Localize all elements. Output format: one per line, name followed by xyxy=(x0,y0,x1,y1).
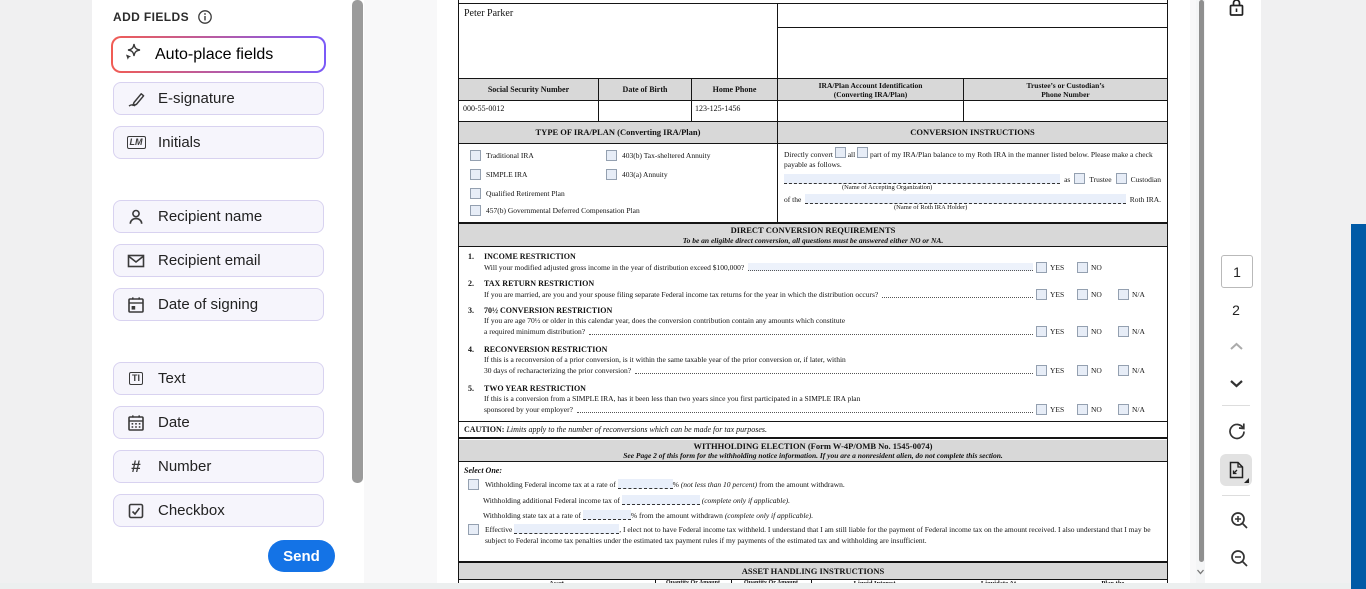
withholding-band: WITHHOLDING ELECTION (Form W-4P/OMB No. 1545-0074) See Page 2 of this form for the withholding notice information. If you are a nonresident alien, do not complete this section. xyxy=(459,440,1167,461)
calendar-signing-icon xyxy=(126,295,146,315)
initials-label: Initials xyxy=(158,134,201,151)
info-icon[interactable] xyxy=(197,9,213,25)
convert-all-checkbox[interactable] xyxy=(835,147,846,158)
q4-yes-checkbox[interactable] xyxy=(1036,365,1047,376)
bottom-strip xyxy=(0,583,1366,589)
additional-federal-field[interactable] xyxy=(622,495,700,505)
send-button[interactable]: Send xyxy=(268,540,335,572)
q5-yes-checkbox[interactable] xyxy=(1036,404,1047,415)
scrollbar-down-arrow-icon[interactable] xyxy=(1196,568,1205,576)
q2-yes-checkbox[interactable] xyxy=(1036,289,1047,300)
recipient-name-button[interactable] xyxy=(113,200,324,233)
withholding-state-row: Withholding state tax at a rate of % from the amount withdrawn (complete only if applicable). xyxy=(483,511,814,520)
q2-na-checkbox[interactable] xyxy=(1118,289,1129,300)
q3-yes-checkbox[interactable] xyxy=(1036,326,1047,337)
withholding-federal-checkbox[interactable] xyxy=(468,479,479,490)
rotate-icon[interactable] xyxy=(1227,421,1247,446)
option-457b: 457(b) Governmental Deferred Compensation Plan xyxy=(470,205,640,216)
select-one-label: Select One: xyxy=(464,466,502,475)
calendar-icon xyxy=(126,413,146,433)
roth-holder-caption: (Name of Roth IRA Holder) xyxy=(894,204,968,211)
lock-icon[interactable] xyxy=(1227,0,1246,22)
date-field-button[interactable] xyxy=(113,406,324,439)
fields-panel xyxy=(92,0,364,583)
number-field-button[interactable] xyxy=(113,450,324,483)
fit-page-icon xyxy=(1229,461,1244,479)
document-scrollbar[interactable] xyxy=(1196,0,1205,589)
zoom-out-icon[interactable] xyxy=(1229,548,1251,575)
qualified-plan-checkbox[interactable] xyxy=(470,188,481,199)
recipient-name-label: Recipient name xyxy=(158,208,263,225)
option-403a: 403(a) Annuity xyxy=(606,169,668,180)
dob-header: Date of Birth xyxy=(599,79,691,100)
envelope-icon xyxy=(126,251,146,271)
chevron-up-icon[interactable] xyxy=(1229,338,1244,356)
autoplace-sparkle-icon xyxy=(123,42,143,67)
form-sheet xyxy=(458,0,1168,583)
type-of-ira-header: TYPE OF IRA/PLAN (Converting IRA/Plan) xyxy=(459,122,777,143)
requirement-1: 1. INCOME RESTRICTION Will your modified adjusted gross income in the year of distribution exceed $100,000? YES NO xyxy=(468,252,1102,272)
federal-rate-field[interactable] xyxy=(618,479,673,489)
chevron-down-icon[interactable] xyxy=(1229,375,1244,393)
asset-handling-band: ASSET HANDLING INSTRUCTIONS xyxy=(459,563,1167,579)
accepting-org-field[interactable] xyxy=(784,174,1060,184)
withholding-additional-row: Withholding additional Federal income tax of (complete only if applicable). xyxy=(483,496,791,505)
add-fields-label: ADD FIELDS xyxy=(113,10,189,24)
trustee-phone-header: Trustee’s or Custodian’s Phone Number xyxy=(964,79,1167,100)
conversion-instructions-header: CONVERSION INSTRUCTIONS xyxy=(778,122,1167,143)
zoom-in-icon[interactable] xyxy=(1229,510,1251,537)
q1-leader-field[interactable] xyxy=(748,263,1033,271)
document-viewport xyxy=(364,0,1196,583)
esignature-label: E-signature xyxy=(158,90,235,107)
traditional-ira-checkbox[interactable] xyxy=(470,150,481,161)
simple-ira-checkbox[interactable] xyxy=(470,169,481,180)
recipient-email-label: Recipient email xyxy=(158,252,261,269)
roth-holder-field[interactable] xyxy=(805,194,1125,204)
q1-yes-checkbox[interactable] xyxy=(1036,262,1047,273)
option-simple-ira: SIMPLE IRA xyxy=(470,169,527,180)
accepting-org-caption: (Name of Accepting Organization) xyxy=(842,184,933,191)
document-scrollbar-thumb[interactable] xyxy=(1199,0,1204,562)
recipient-email-button[interactable] xyxy=(113,244,324,277)
person-icon xyxy=(126,207,146,227)
ssn-value[interactable]: 000-55-0012 xyxy=(463,104,505,113)
pen-icon xyxy=(126,89,146,109)
add-fields-title xyxy=(113,9,213,25)
q5-no-checkbox[interactable] xyxy=(1077,404,1088,415)
457b-checkbox[interactable] xyxy=(470,205,481,216)
home-phone-header: Home Phone xyxy=(692,79,777,100)
esignature-button[interactable] xyxy=(113,82,324,115)
effective-date-field[interactable] xyxy=(514,524,619,534)
toolbar-divider-2 xyxy=(1222,495,1250,496)
blue-panel-edge xyxy=(1351,224,1366,589)
left-gutter xyxy=(0,0,92,589)
fit-options-caret xyxy=(1244,478,1249,483)
date-of-signing-button[interactable] xyxy=(113,288,324,321)
requirements-band: DIRECT CONVERSION REQUIREMENTS To be an eligible direct conversion, all questions must be answered either NO or NA. xyxy=(459,224,1167,246)
option-403b: 403(b) Tax-sheltered Annuity xyxy=(606,150,710,161)
requirement-2: 2. TAX RETURN RESTRICTION If you are married, are you and your spouse filing separate Federal income tax returns for the year in which the distribution occurs? YES NO N/A xyxy=(468,279,1145,299)
page-1-button[interactable]: 1 xyxy=(1221,255,1253,288)
q3-no-checkbox[interactable] xyxy=(1077,326,1088,337)
initials-button[interactable] xyxy=(113,126,324,159)
q4-na-checkbox[interactable] xyxy=(1118,365,1129,376)
q1-no-checkbox[interactable] xyxy=(1077,262,1088,273)
text-box-icon: TI xyxy=(126,369,146,389)
withholding-federal-row: Withholding Federal income tax at a rate of % (not less than 10 percent) from the amount withdrawn. xyxy=(468,479,1160,490)
caution-row: CAUTION: Limits apply to the number of reconversions which can be made for tax purposes. xyxy=(464,425,768,434)
number-hash-icon: # xyxy=(131,457,141,476)
text-field-label: Text xyxy=(158,370,186,387)
checkbox-field-button[interactable] xyxy=(113,494,324,527)
option-qualified-plan: Qualified Retirement Plan xyxy=(470,188,565,199)
requirement-3: 3. 70½ CONVERSION RESTRICTION If you are age 70½ or older in this calendar year, does the conversion contribution contain any amounts which constitute a required minimum distribution? YES NO N/A xyxy=(468,306,1145,336)
no-withholding-row: Effective , I elect not to have Federal income tax withheld. I understand that I am still liable for the payment of Federal income tax on the amount received. I also understand that I may be subject to Federal income tax penalties under the estimated tax payment rules if my payments of the estimated tax and withholding are insufficient. xyxy=(468,524,1160,546)
q4-no-checkbox[interactable] xyxy=(1077,365,1088,376)
date-of-signing-label: Date of signing xyxy=(158,296,259,313)
recipient-name-value[interactable]: Peter Parker xyxy=(464,8,514,19)
conversion-instructions-body xyxy=(779,145,1166,214)
ira-account-header: IRA/Plan Account Identification (Converting IRA/Plan) xyxy=(778,79,963,100)
pdf-page-canvas[interactable] xyxy=(437,0,1190,583)
conversion-line1: Directly convert all part of my IRA/Plan balance to my Roth IRA in the manner listed below. Please make a check payable as follows. xyxy=(784,147,1161,169)
convert-part-checkbox[interactable] xyxy=(857,147,868,158)
autoplace-fields-label: Auto-place fields xyxy=(155,45,274,63)
autoplace-fields-button[interactable] xyxy=(111,36,326,73)
403b-checkbox[interactable] xyxy=(606,150,617,161)
q3-na-checkbox[interactable] xyxy=(1118,326,1129,337)
requirement-5: 5. TWO YEAR RESTRICTION If this is a conversion from a SIMPLE IRA, has it been less than two years since you first participated in a SIMPLE IRA plan sponsored by your employer? YES NO N/A xyxy=(468,384,1145,414)
checkbox-icon xyxy=(126,501,146,521)
page-2-button[interactable]: 2 xyxy=(1232,302,1240,318)
roth-holder-row: of the Roth IRA. xyxy=(784,194,1161,204)
option-traditional-ira: Traditional IRA xyxy=(470,150,534,161)
fields-scroll-area xyxy=(92,0,364,525)
fit-page-button[interactable] xyxy=(1220,454,1252,486)
page-toolbar xyxy=(1205,0,1261,589)
initials-box-icon: LM xyxy=(126,133,146,153)
trustee-checkbox[interactable] xyxy=(1074,173,1085,184)
no-withholding-checkbox[interactable] xyxy=(468,524,479,535)
number-field-label: Number xyxy=(158,458,212,475)
date-field-label: Date xyxy=(158,414,190,431)
checkbox-field-label: Checkbox xyxy=(158,502,225,519)
fields-panel-scrollbar[interactable] xyxy=(352,0,363,483)
home-phone-value[interactable]: 123-125-1456 xyxy=(695,104,741,113)
q2-no-checkbox[interactable] xyxy=(1077,289,1088,300)
ssn-header: Social Security Number xyxy=(459,79,598,100)
requirement-4: 4. RECONVERSION RESTRICTION If this is a reconversion of a prior conversion, is it within the same taxable year of the prior conversion or, if later, within 30 days of recharacterizing the prior conversion? YES NO N/A xyxy=(468,345,1145,375)
text-field-button[interactable] xyxy=(113,362,324,395)
state-rate-field[interactable] xyxy=(583,510,631,520)
accepting-org-row: as Trustee Custodian xyxy=(784,173,1161,184)
toolbar-divider-1 xyxy=(1222,405,1250,406)
q5-na-checkbox[interactable] xyxy=(1118,404,1129,415)
403a-checkbox[interactable] xyxy=(606,169,617,180)
custodian-checkbox[interactable] xyxy=(1116,173,1127,184)
